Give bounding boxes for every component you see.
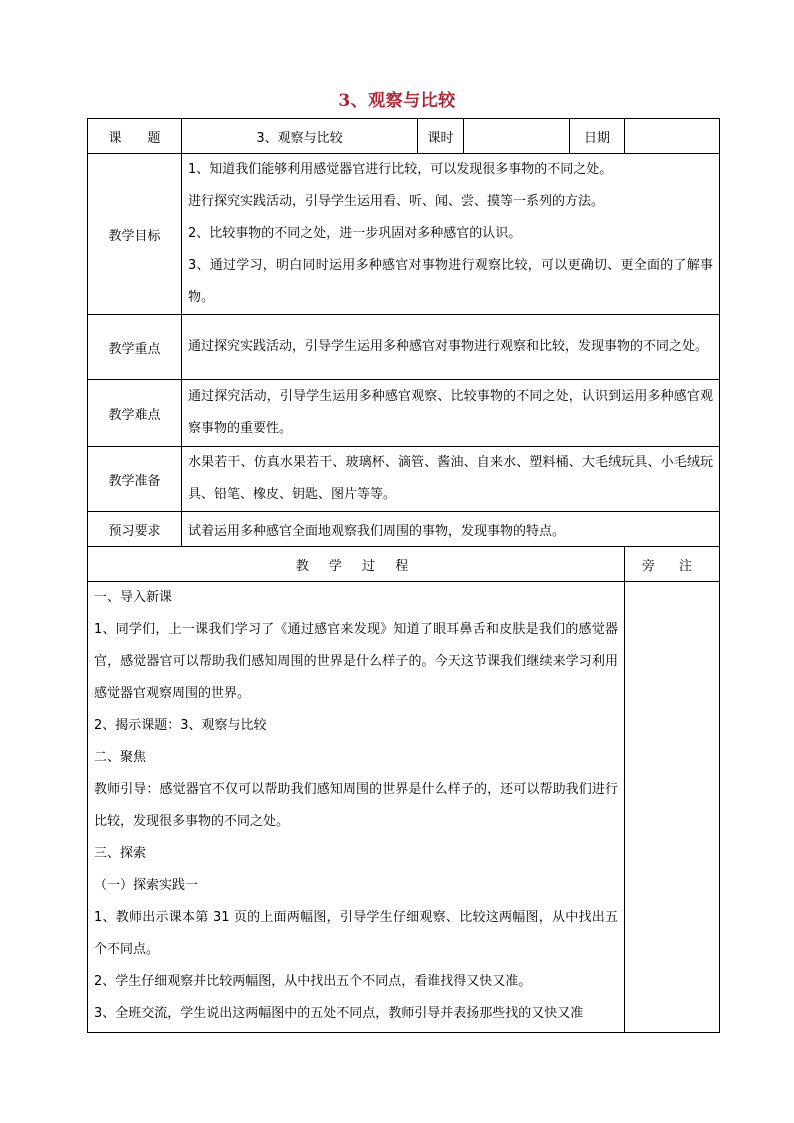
preview-row <box>88 512 720 547</box>
date-value <box>625 119 720 154</box>
process-line: 2、揭示课题：3、观察与比较 <box>94 718 267 733</box>
preparation-row <box>88 447 720 512</box>
period-value <box>464 119 570 154</box>
key-points-label: 教学重点 <box>88 315 182 380</box>
process-line: 教师引导：感觉器官不仅可以帮助我们感知周围的世界是什么样子的，还可以帮助我们进行比较，发现很多事物的不同之处。 <box>94 782 618 829</box>
goals-line: 1、知道我们能够利用感觉器官进行比较，可以发现很多事物的不同之处。 <box>188 162 613 177</box>
difficulties-row <box>88 380 720 447</box>
process-header-row <box>88 547 720 582</box>
goals-label: 教学目标 <box>88 154 182 315</box>
process-line: 二、聚焦 <box>94 750 147 765</box>
preview-label: 预习要求 <box>88 512 182 547</box>
goals-content <box>182 154 720 315</box>
key-points-row <box>88 315 720 380</box>
difficulties-text: 通过探究活动，引导学生运用多种感官观察、比较事物的不同之处，认识到运用多种感官观察事物的重要性。 <box>182 380 720 447</box>
side-notes-cell <box>625 582 720 1033</box>
preview-text: 试着运用多种感官全面地观察我们周围的事物，发现事物的特点。 <box>182 512 720 547</box>
process-header: 教 学 过 程 <box>88 547 625 582</box>
process-line: （一）探索实践一 <box>94 878 199 893</box>
period-label: 课时 <box>418 119 464 154</box>
goals-line: 3、通过学习，明白同时运用多种感官对事物进行观察比较，可以更确切、更全面的了解事物。 <box>188 258 713 305</box>
header-row <box>88 119 720 154</box>
process-row <box>88 582 720 1033</box>
process-line: 1、同学们，上一课我们学习了《通过感官来发现》知道了眼耳鼻舌和皮肤是我们的感觉器官，感觉器官可以帮助我们感知周围的世界是什么样子的。今天这节课我们继续来学习利用感觉器官观察周围的世界。 <box>94 622 618 701</box>
course-label: 课 题 <box>88 119 182 154</box>
process-line: 三、探索 <box>94 846 147 861</box>
process-line: 3、全班交流，学生说出这两幅图中的五处不同点，教师引导并表扬那些找的又快又准 <box>94 1006 584 1021</box>
difficulties-label: 教学难点 <box>88 380 182 447</box>
process-content <box>88 582 625 1033</box>
lesson-plan-table <box>87 118 720 1033</box>
key-points-text: 通过探究实践活动，引导学生运用多种感官对事物进行观察和比较，发现事物的不同之处。 <box>182 315 720 380</box>
course-value: 3、观察与比较 <box>182 119 418 154</box>
side-notes-header: 旁 注 <box>625 547 720 582</box>
goals-line: 2、比较事物的不同之处，进一步巩固对多种感官的认识。 <box>188 226 522 241</box>
process-line: 2、学生仔细观察并比较两幅图，从中找出五个不同点，看谁找得又快又准。 <box>94 974 532 989</box>
document-title: 3、观察与比较 <box>338 91 456 111</box>
process-line: 一、导入新课 <box>94 590 173 605</box>
goals-line: 进行探究实践活动，引导学生运用看、听、闻、尝、摸等一系列的方法。 <box>188 194 605 209</box>
preparation-text: 水果若干、仿真水果若干、玻璃杯、滴管、酱油、自来水、塑料桶、大毛绒玩具、小毛绒玩具、铅笔、橡皮、钥匙、图片等等。 <box>182 447 720 512</box>
process-line: 1、教师出示课本第 31 页的上面两幅图，引导学生仔细观察、比较这两幅图，从中找出五个不同点。 <box>94 910 618 957</box>
goals-row <box>88 154 720 315</box>
date-label: 日期 <box>570 119 625 154</box>
preparation-label: 教学准备 <box>88 447 182 512</box>
